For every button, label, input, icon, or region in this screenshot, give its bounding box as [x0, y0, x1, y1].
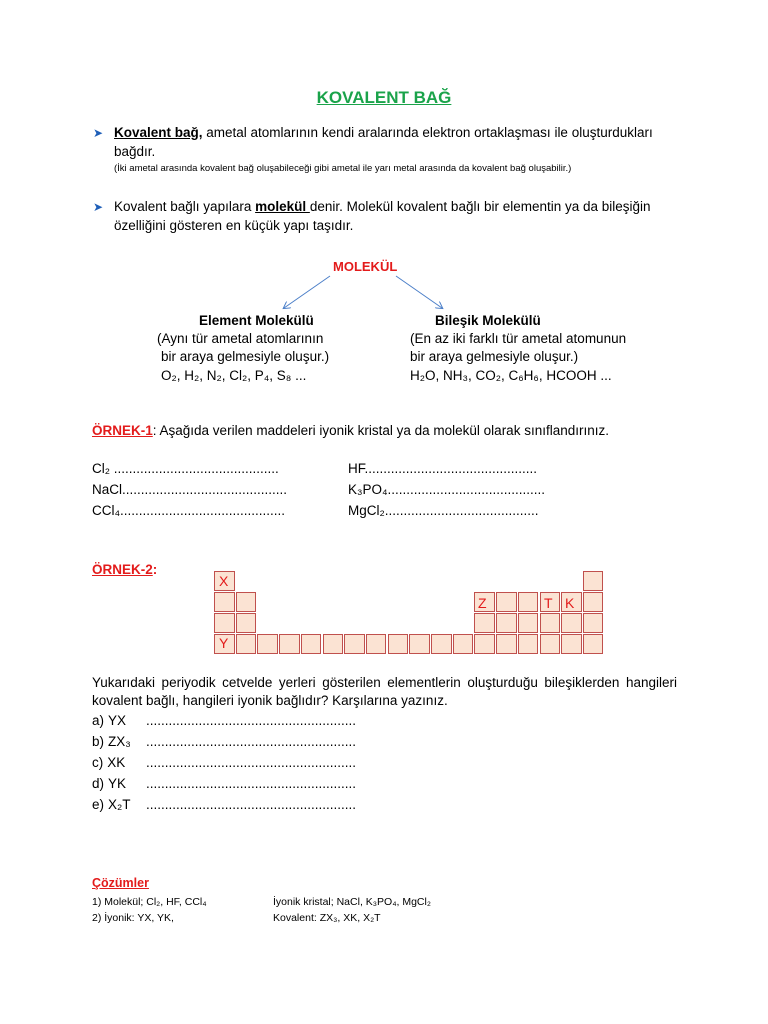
option-row: [92, 754, 357, 773]
option-compound: YK: [108, 776, 127, 791]
periodic-table-cell: [518, 613, 539, 633]
option-blank: ........................................................: [146, 734, 357, 749]
element-label-t: T: [544, 595, 553, 611]
option-row: [92, 775, 357, 794]
periodic-table-cell: [344, 634, 365, 654]
diagram-arrow-right: [396, 276, 442, 308]
example-1-item: CCl₄............................................: [92, 503, 286, 518]
periodic-table-cell: [518, 634, 539, 654]
periodic-table-cell: [366, 634, 387, 654]
option-compound: X₂T: [108, 797, 131, 812]
periodic-table-cell: [257, 634, 278, 654]
example-2-colon: :: [152, 562, 158, 577]
compound-molecule-desc1: (En az iki farklı tür ametal atomunun: [410, 331, 627, 346]
periodic-table-cell: [431, 634, 452, 654]
bullet-2-text-post: denir. Molekül kovalent bağlı bir elementin ya da bileşiğin: [309, 199, 651, 214]
diagram-arrow-left: [284, 276, 330, 308]
example-1-item: K₃PO₄..........................................: [348, 482, 546, 497]
periodic-table-cell: [214, 592, 235, 612]
periodic-table-cell: [474, 634, 495, 654]
element-label-z: Z: [478, 595, 487, 611]
example-2-question-line1: Yukarıdaki periyodik cetvelde yerleri gösterilen elementlerin oluşturduğu bileşiklerden hangileri: [92, 675, 677, 690]
periodic-table-cell: [214, 613, 235, 633]
periodic-table-cell: [496, 634, 517, 654]
periodic-table-cell: [561, 613, 582, 633]
compound-molecule-examples: H₂O, NH₃, CO₂, C₆H₆, HCOOH ...: [410, 368, 612, 383]
element-molecule-desc2: bir araya gelmesiyle oluşur.): [161, 349, 330, 364]
option-id: d): [92, 776, 105, 791]
term-molekul: molekül: [255, 199, 310, 214]
periodic-table-cell: [236, 613, 257, 633]
diagram-arrows: [270, 270, 460, 315]
periodic-table-cell: [583, 634, 604, 654]
periodic-table-cell: [301, 634, 322, 654]
example-1-item: Cl₂ ............................................: [92, 461, 279, 476]
option-blank: ........................................................: [146, 713, 357, 728]
option-row: [92, 796, 357, 815]
example-1-item: HF..............................................: [348, 461, 538, 476]
periodic-table-cell: [236, 592, 257, 612]
periodic-table-cell: [496, 613, 517, 633]
compound-molecule-desc2: bir araya gelmesiyle oluşur.): [410, 349, 579, 364]
periodic-table-cell: [236, 634, 257, 654]
bullet-1-text-line2: bağdır.: [114, 144, 156, 159]
example-1-question: : Aşağıda verilen maddeleri iyonik kristal ya da molekül olarak sınıflandırınız.: [152, 423, 609, 438]
option-compound: ZX₃: [108, 734, 131, 749]
option-blank: ........................................................: [146, 776, 357, 791]
bullet-2-text-line2: özelliğini gösteren en küçük yapı taşıdır.: [114, 218, 354, 233]
solutions-label: Çözümler: [92, 876, 149, 890]
element-label-k: K: [565, 595, 575, 611]
element-label-y: Y: [219, 635, 229, 651]
option-compound: YX: [108, 713, 127, 728]
option-id: c): [92, 755, 104, 770]
bullet-2-text-pre: Kovalent bağlı yapılara: [114, 199, 256, 214]
example-2-label: ÖRNEK-2: [92, 562, 153, 577]
example-2-question-line2: kovalent bağlı, hangileri iyonik bağlıdır? Karşılarına yazınız.: [92, 693, 448, 708]
option-row: [92, 712, 357, 731]
page-title: KOVALENT BAĞ: [316, 88, 452, 107]
periodic-table-cell: [540, 613, 561, 633]
option-row: [92, 733, 357, 752]
periodic-table-cell: [540, 634, 561, 654]
option-compound: XK: [107, 755, 126, 770]
option-id: a): [92, 713, 105, 728]
example-1-label: ÖRNEK-1: [92, 423, 153, 438]
option-blank: ........................................................: [146, 797, 357, 812]
diagram-root-label: MOLEKÜL: [333, 259, 398, 274]
periodic-table-cell: [474, 613, 495, 633]
periodic-table-cell: [583, 571, 604, 591]
example-1-item: NaCl............................................: [92, 482, 288, 497]
periodic-table-cell: [496, 592, 517, 612]
periodic-table-cell: [583, 592, 604, 612]
periodic-table-cell: [561, 634, 582, 654]
option-id: e): [92, 797, 105, 812]
bullet-arrow-icon: ➤: [93, 126, 104, 140]
periodic-table-cell: [583, 613, 604, 633]
term-kovalent-bag: Kovalent bağ,: [114, 125, 203, 140]
bullet-1-note: (İki ametal arasında kovalent bağ oluşabileceği gibi ametal ile yarı metal arasında da kovalent bağ oluşabilir.): [114, 163, 572, 174]
periodic-table-cell: [453, 634, 474, 654]
solution-2-covalent: Kovalent: ZX₃, XK, X₂T: [273, 912, 381, 924]
option-blank: ........................................................: [146, 755, 357, 770]
periodic-table-cell: [279, 634, 300, 654]
element-molecule-desc1: (Aynı tür ametal atomlarının: [157, 331, 324, 346]
element-label-x: X: [219, 573, 229, 589]
periodic-table-cell: [323, 634, 344, 654]
example-1-item: MgCl₂.........................................: [348, 503, 539, 518]
solution-1-ionic: İyonik kristal; NaCl, K₃PO₄, MgCl₂: [273, 896, 431, 908]
bullet-arrow-icon: ➤: [93, 200, 104, 214]
solution-2-ionic: 2) İyonik: YX, YK,: [92, 912, 174, 924]
periodic-table-cell: [388, 634, 409, 654]
compound-molecule-title: Bileşik Molekülü: [435, 313, 541, 328]
periodic-table-cell: [518, 592, 539, 612]
periodic-table-cell: [409, 634, 430, 654]
solution-1-molecule: 1) Molekül; Cl₂, HF, CCl₄: [92, 896, 207, 908]
option-id: b): [92, 734, 105, 749]
bullet-1-text: ametal atomlarının kendi aralarında elektron ortaklaşması ile oluşturdukları: [202, 125, 653, 140]
element-molecule-title: Element Molekülü: [199, 313, 314, 328]
element-molecule-examples: O₂, H₂, N₂, Cl₂, P₄, S₈ ...: [161, 368, 307, 383]
